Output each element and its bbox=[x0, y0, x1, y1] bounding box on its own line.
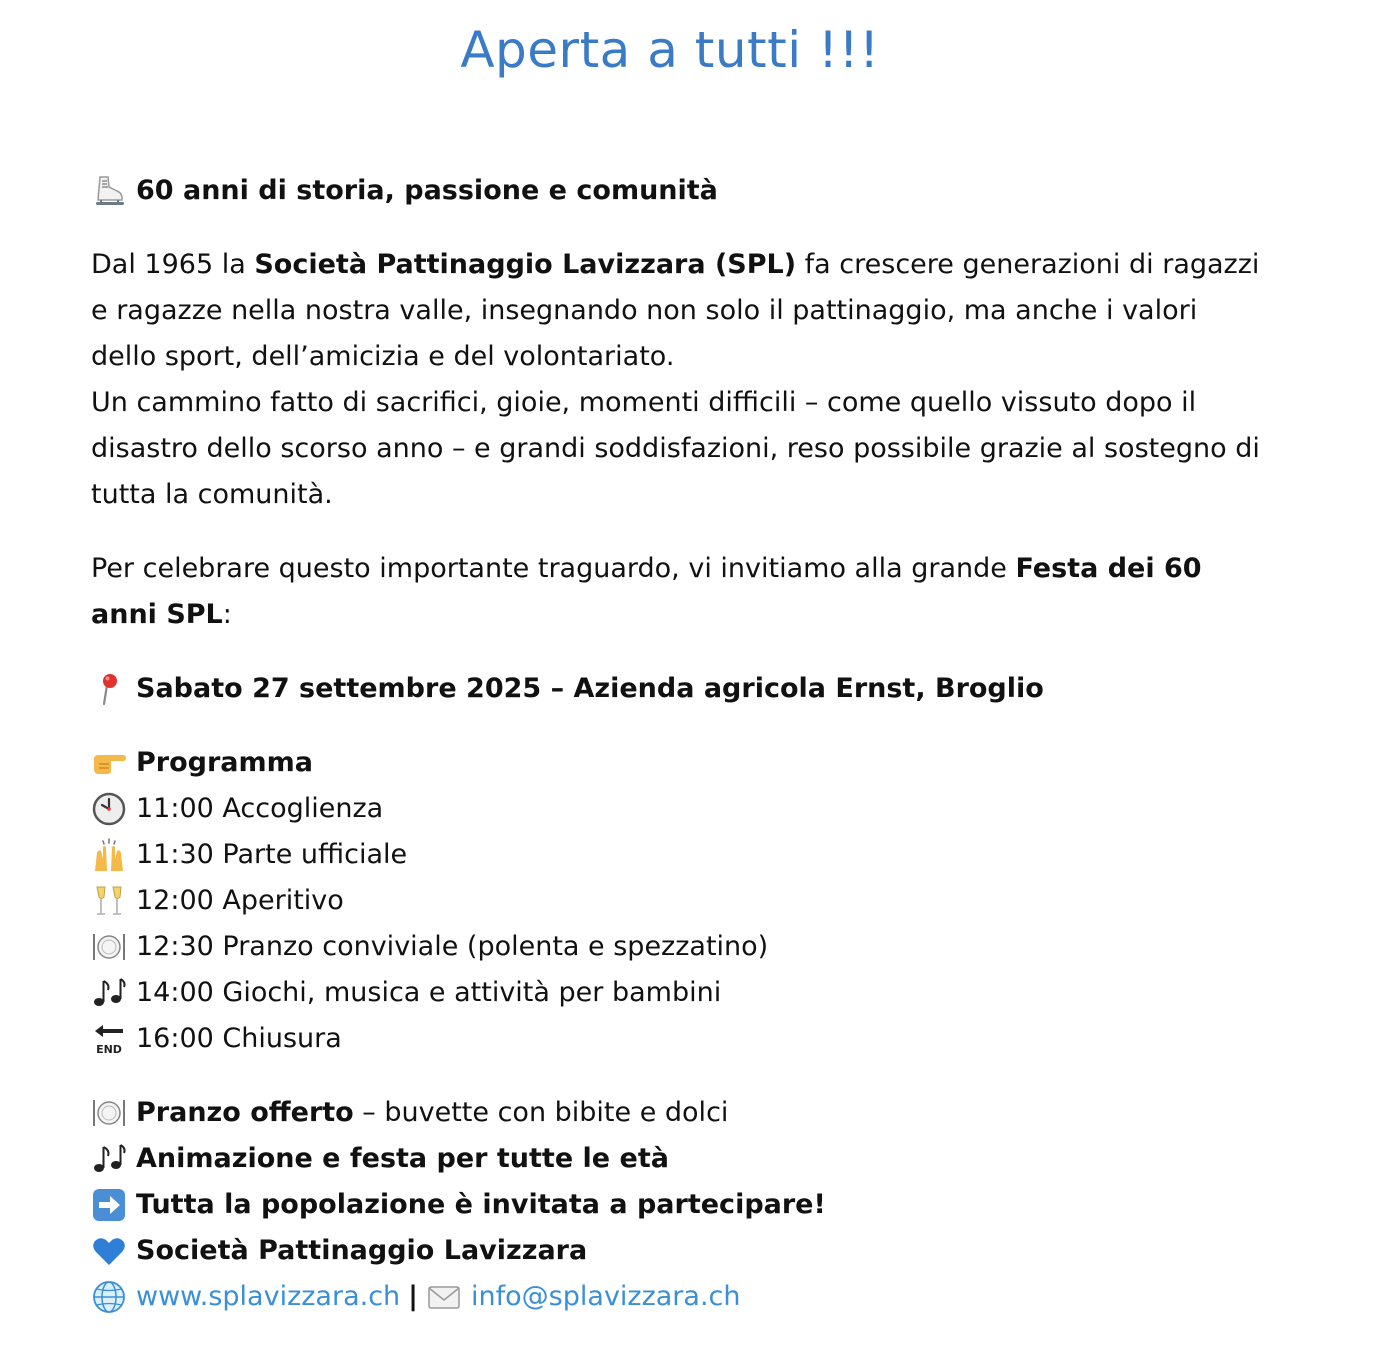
intro-post: fa crescere generazioni di ragazzi e ragazze nella nostra valle, insegnando non solo il pattinaggio, ma anche i valori dello sport, dell’amicizia e del volontariato. bbox=[91, 249, 1260, 372]
program-item bbox=[91, 970, 1261, 1016]
email-link[interactable]: info@splavizzara.ch bbox=[471, 1281, 741, 1312]
invite-pre: Per celebrare questo importante traguardo, vi invitiamo alla grande bbox=[91, 553, 1016, 584]
program-item-text: 16:00 Chiusura bbox=[136, 1023, 342, 1054]
animation-text: Animazione e festa per tutte le età bbox=[136, 1143, 669, 1174]
right-arrow-icon bbox=[91, 1187, 127, 1223]
intro-org: Società Pattinaggio Lavizzara (SPL) bbox=[254, 249, 797, 280]
program-title-row bbox=[91, 740, 1261, 786]
music-notes-icon bbox=[91, 1141, 127, 1177]
program-item-text: 11:00 Accoglienza bbox=[136, 793, 384, 824]
pointing-hand-icon bbox=[91, 745, 127, 781]
svg-text:END: END bbox=[96, 1043, 122, 1056]
page-title: Aperta a tutti !!! bbox=[460, 21, 880, 79]
music-notes-icon bbox=[91, 975, 127, 1011]
program-section bbox=[91, 740, 1261, 1062]
invite-paragraph bbox=[91, 546, 1261, 638]
program-item-text: 12:00 Aperitivo bbox=[136, 885, 344, 916]
program-item bbox=[91, 878, 1261, 924]
invite-event: Festa dei 60 anni SPL bbox=[91, 553, 1202, 630]
lunch-rest: – buvette con bibite e dolci bbox=[353, 1097, 729, 1128]
lunch-line bbox=[91, 1090, 1261, 1136]
contact-separator: | bbox=[408, 1281, 419, 1312]
content bbox=[91, 168, 1261, 1320]
section-heading bbox=[91, 168, 1261, 214]
globe-icon bbox=[91, 1279, 127, 1315]
location-text: Sabato 27 settembre 2025 – Azienda agricola Ernst, Broglio bbox=[136, 673, 1044, 704]
plate-cutlery-icon bbox=[91, 929, 127, 965]
invite-post: : bbox=[222, 599, 232, 630]
program-item bbox=[91, 924, 1261, 970]
population-line bbox=[91, 1182, 1261, 1228]
blue-heart-icon bbox=[91, 1233, 127, 1269]
lunch-bold: Pranzo offerto bbox=[136, 1097, 354, 1128]
program-title: Programma bbox=[136, 747, 314, 778]
end-arrow-icon bbox=[91, 1021, 127, 1057]
website-link[interactable]: www.splavizzara.ch bbox=[136, 1281, 401, 1312]
intro-pre: Dal 1965 la bbox=[91, 249, 255, 280]
ice-skate-icon bbox=[91, 173, 127, 209]
clock-icon bbox=[91, 791, 127, 827]
population-text: Tutta la popolazione è invitata a partecipare! bbox=[136, 1189, 826, 1220]
program-item bbox=[91, 832, 1261, 878]
plate-cutlery-icon bbox=[91, 1095, 127, 1131]
intro-line2: Un cammino fatto di sacrifici, gioie, momenti difficili – come quello vissuto dopo il disastro dello scorso anno – e grandi soddisfazioni, reso possibile grazie al sostegno di tutta la comunità. bbox=[91, 387, 1260, 510]
pin-icon bbox=[91, 671, 127, 707]
envelope-icon bbox=[426, 1279, 462, 1315]
program-item bbox=[91, 1016, 1261, 1062]
location-line bbox=[91, 666, 1261, 712]
signature-text: Società Pattinaggio Lavizzara bbox=[136, 1235, 588, 1266]
program-item-text: 14:00 Giochi, musica e attività per bambini bbox=[136, 977, 722, 1008]
champagne-glasses-icon bbox=[91, 883, 127, 919]
intro-paragraph bbox=[91, 242, 1261, 518]
program-item bbox=[91, 786, 1261, 832]
extras-section bbox=[91, 1090, 1261, 1320]
program-item-text: 12:30 Pranzo conviviale (polenta e spezzatino) bbox=[136, 931, 769, 962]
heading-text: 60 anni di storia, passione e comunità bbox=[136, 175, 718, 206]
contact-line bbox=[91, 1274, 1261, 1320]
animation-line bbox=[91, 1136, 1261, 1182]
raised-hands-icon bbox=[91, 837, 127, 873]
signature-line bbox=[91, 1228, 1261, 1274]
program-item-text: 11:30 Parte ufficiale bbox=[136, 839, 408, 870]
